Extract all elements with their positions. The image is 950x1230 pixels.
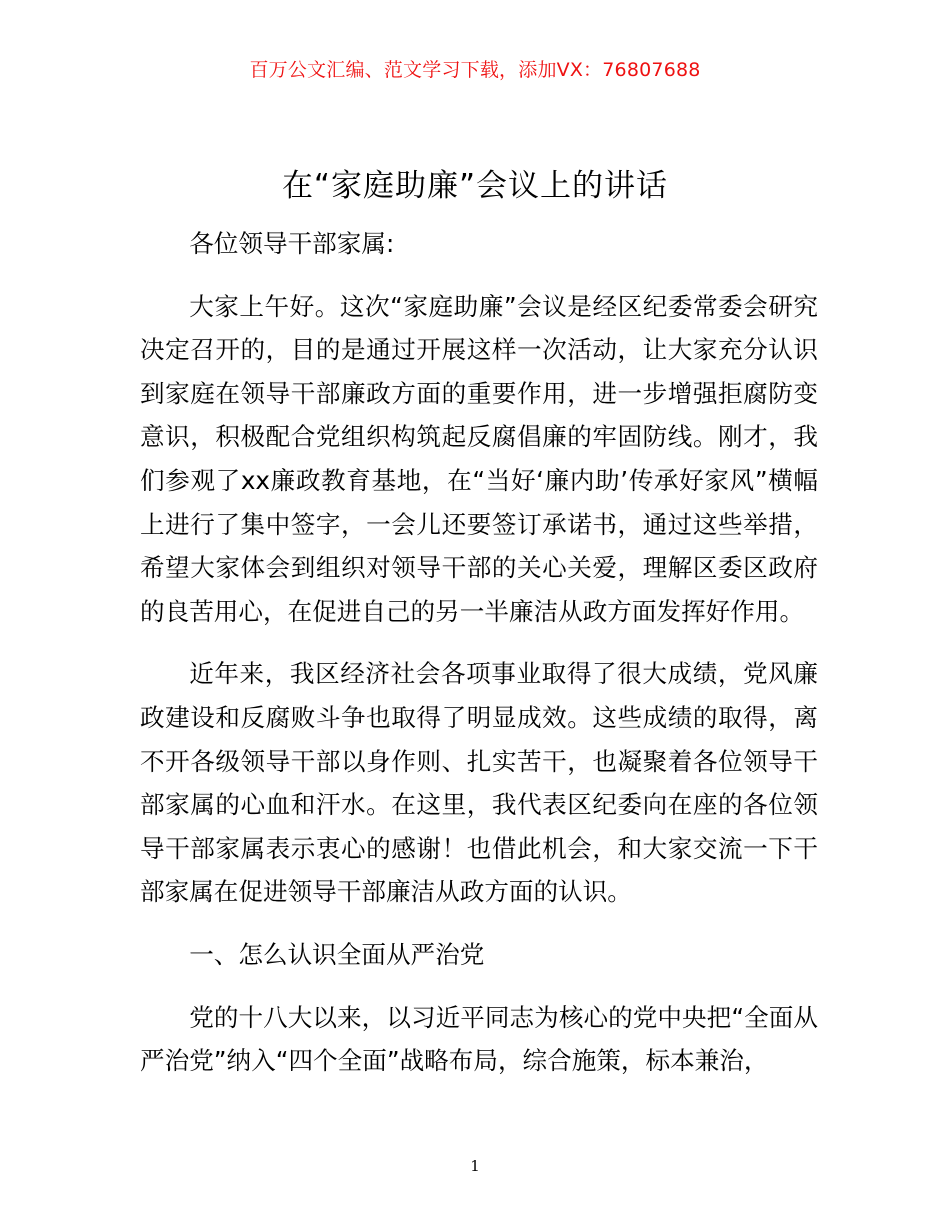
section-heading: 一、怎么认识全面从严治党 xyxy=(189,939,485,969)
paragraph-party-discipline: 党的十八大以来，以习近平同志为核心的党中央把“全面从严治党”纳入“四个全面”战略布局，综合施策，标本兼治， xyxy=(140,1002,818,1076)
page-number: 1 xyxy=(470,1157,480,1175)
paragraph-achievements: 近年来，我区经济社会各项事业取得了很大成绩，党风廉政建设和反腐败斗争也取得了明显成效。这些成绩的取得，离不开各级领导干部以身作则、扎实苦干，也凝聚着各位领导干部家属的心血和汗水。在这里，我代表区纪委向在座的各位领导干部家属表示衷心的感谢！也借此机会，和大家交流一下干部家属在促进领导干部廉洁从政方面的认识。 xyxy=(140,659,818,907)
salutation: 各位领导干部家属: xyxy=(189,229,395,258)
paragraph-opening: 大家上午好。这次“家庭助廉”会议是经区纪委常委会研究决定召开的，目的是通过开展这样一次活动，让大家充分认识到家庭在领导干部廉政方面的重要作用，进一步增强拒腐防变意识，积极配合党组织构筑起反腐倡廉的牢固防线。刚才，我们参观了xx廉政教育基地，在“当好‘廉内助’传承好家风”横幅上进行了集中签字，一会儿还要签订承诺书，通过这些举措，希望大家体会到组织对领导干部的关心关爱，理解区委区政府的良苦用心，在促进自己的另一半廉洁从政方面发挥好作用。 xyxy=(140,291,818,626)
header-banner: 百万公文汇编、范文学习下载，添加VX：76807688 xyxy=(249,59,701,81)
document-title: 在“家庭助廉”会议上的讲话 xyxy=(281,168,669,204)
document-body xyxy=(140,222,818,1083)
